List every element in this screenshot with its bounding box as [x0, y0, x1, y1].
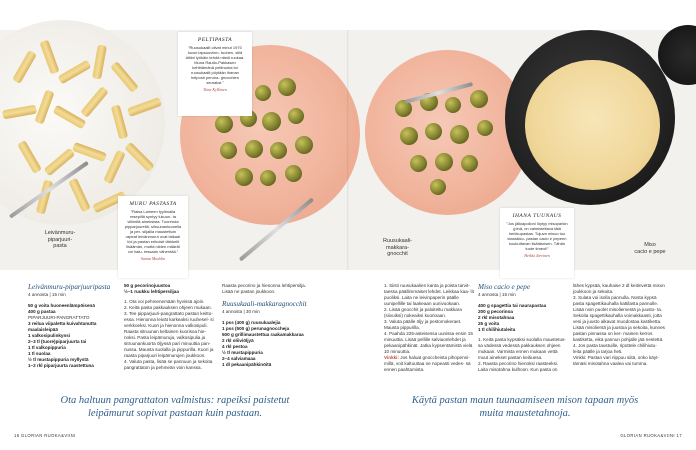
recipe1-step: 1. Ota voi pehmenemään hyvissä ajoin. — [124, 299, 205, 304]
recipe1-ingredient: ½ tl mustapippuria myllystä — [28, 357, 89, 362]
recipe3-step: 4. Jos pasta taustuille, ripottele chilihiutu- leita päälle ja tarjoa heti. — [573, 343, 657, 354]
right-pull-quote: Käytä pastan maun tuunaamiseen mison tapaan myös muita maustetahnoja. — [411, 395, 639, 419]
recipe1-title: Leivänmuru-piparjuuripasta — [28, 283, 111, 291]
caption-left: Leivänmuru- piparjuuri- pasta — [44, 230, 76, 249]
recipe1-ingredient: 1 tl valkopippuria — [28, 345, 66, 350]
recipe3-column-a — [478, 283, 566, 373]
recipe1-ingredient: 2–3 tl (tuore)piparjuurta tai — [28, 339, 87, 344]
recipe3-step: 3. Sulata voi isolla pannulla. Nosta kypsä pasta spagettikauhalla kattilasta pannulle. Lisää noin puolet misoliemestä ja juusto- ta. Sekoita spagettikauhalla voimakkaasti, jotta vesi ja juusto alkavat muodostaa kastiketta. Lisää misolientä ja juustoa ja sekoita, kunnes pastan pinnassa on ker- mainen kerros kastiketta, eikä pannun pohjalle jää nestettä. — [573, 295, 665, 342]
recipe1-ingredient: 400 g pastaa — [28, 309, 56, 314]
recipe1-column-a — [28, 283, 116, 369]
recipe1-step: 2. Keitä pasta pakkauksen ohjeen mukaan. — [124, 305, 212, 310]
recipe3-title: Miso cacio e pepe — [478, 283, 531, 291]
recipe1-ingredient: 1 valkosipulinkynsi — [28, 333, 71, 338]
recipe1-ingredient: 50 g voita huoneenlämpöisenä — [28, 303, 95, 308]
recipe3-ingredient: 200 g pecorinoa — [478, 309, 513, 314]
recipe1-ingredient: 1 tl suolaa — [28, 351, 51, 356]
recipe3-step: lähes kypsää, kauhaise 2 dl keitinvettä mison joukkoon ja sekoita. — [573, 283, 665, 294]
miso-pasta-image — [525, 60, 660, 190]
note-ihana-tuunaus — [500, 208, 574, 278]
recipe3-step: 1. Keitä pasta kypsäksi suolalla maustetus- sa vädessä vedessä pakkauksen ohjeen mukaan. Varmista ennen mukaan vettä muut ainekset pastan keitiuesa. — [478, 337, 566, 360]
note-signature: Sanna Mooklin — [140, 256, 166, 261]
recipe2-ingredient: 1 pss (400 g) ruusukaalejia — [222, 320, 281, 325]
recipe2-vinkki — [384, 355, 474, 373]
note-peltipasta — [178, 32, 252, 116]
recipe2-ingredient: 1 pss (500 g) perunagnoccheja — [222, 326, 290, 331]
recipe2-time: 4 annosta | 30 min — [222, 309, 260, 314]
recipe1-subheading: PIPARJUURI-PANGRATTATO — [28, 315, 90, 320]
vinkki-text: Jos haluat gnoccheista pihopenni- millä, voit kaltuuttaa ne nopeasti vedes- sä ennen paahtamista. — [384, 355, 471, 372]
recipe2-ingredient: ½ tl mustapippuria — [222, 350, 263, 355]
penne-pasta-image — [0, 30, 170, 220]
recipe2-steps-column — [384, 283, 474, 373]
recipe2-column — [222, 283, 314, 368]
caption-right: Miso cacio e pepe — [634, 242, 666, 255]
recipe2-ingredient: 2 rkl oliiviöljyä — [222, 338, 254, 343]
sprouts-right-image — [385, 75, 515, 205]
note-signature: Tiina Kyllönen — [203, 87, 227, 92]
right-footer: GLORIAN RUOKA&VIINI 17 — [620, 433, 682, 438]
recipe2-step: 4. Paahda 225-asteisessa uunissa ensin 15 minuuttia. Lisää pellille salviaonlehdet ja pekaanipähkinät. Jatka kypsentämistä vielä 10 minuuttia. — [384, 331, 473, 354]
note-signature: Heikki Järvinen — [524, 253, 550, 258]
recipe2-step: 1. Siisti ruusukaalien kanta ja poista tarvit- taessa päällimmäiset lehdet. Leikkaa kaa- lit puoliksi. Laita ne leivinpaperin päälle uunipellille tai laakeaan uunivuokaan. — [384, 283, 474, 306]
recipe2-title: Ruusukaali-makkaragnocchit — [222, 300, 307, 308]
note-text: ”Raisa Laineen tyylimalla resepillä syntyy lukuun- ta villimitä aineksista. Tuorenda pipparjuureliä, silruunankuorella ja per- siljallia maustettuin rapeat leivänmurut ovat taikaa! Voi ja pastan erikoisit tärkkelit lisäämän, mutta niiden määrät voi halu- tessaan vähentää.” — [124, 209, 182, 254]
recipe3-ingredient: 2 rkl misotahnaa — [478, 315, 515, 320]
recipe1-step: 4. Valuta pasta, lisää se pannuun ja sekoita pangrattaton ja pehmeän voin kanssa. — [124, 359, 213, 370]
recipe2-ingredient: 1 dl pekaanipähkinöitä — [222, 362, 272, 367]
recipe2-ingredient: 500 g grillimaustettua raakamakkaraa — [222, 332, 304, 337]
recipe3-ingredient: 1 tl chilihiutaleita — [478, 327, 516, 332]
recipe2-ingredient: 2–4 salviamaaa — [222, 356, 256, 361]
recipe1-ingredient: ½–1 ruukku lehtipersiljaa — [124, 289, 179, 294]
note-muru-pastasta — [118, 196, 188, 278]
recipe1-ingredient: 1–2 rkl piparjuurta raastettuna — [28, 363, 94, 368]
note-heading: IHANA TUUNAUS — [512, 213, 562, 219]
recipe3-column-b — [573, 283, 665, 367]
recipe1-tail: Raasta pecorino ja hienonna lehtipersilja. Lisää ne pastan joukkoon. — [222, 283, 307, 294]
recipe1-ingredient: 3 reilua viipaletta kuivahtanutta maalaisleipää — [28, 321, 97, 332]
note-heading: PELTIPASTA — [197, 37, 233, 43]
recipe3-time: 4 annosta | 15 min — [478, 292, 516, 297]
note-text: ”Jos jälkiapolloni löytyy misoparkin (pinä, on valmistettava tätä herkkupastaa. Tujuva misoo tuo klassikko- pastan cacio e pepeen koukuttavan lisätäsrisen. Tähän tuote timeoi!” — [506, 221, 568, 251]
recipe3-step: Vinkki: Pastan vari riippuu siitä, onko käyt- tämäsi misotahna vaalea vai tumma. — [573, 355, 659, 366]
recipe1-ingredient: 50 g pecorinojuustoa — [124, 283, 171, 288]
recipe2-step: 3. Valuta päälle öljy ja pestomokeraet. Mausta pippurilla. — [384, 319, 462, 330]
left-pull-quote: Ota haltuun pangrattaton valmistus: rapeiksi paistetut leipämurut sopivat pastaan kuin pastaan. — [60, 395, 290, 419]
note-text: ”Ruusukaalit olivat minut 1970 luvun lapsuuviinn- tuohen, sillä äitiini lyökäin tehdä niistä ruokaa. Muna Rautio-Pakkasen kehittämänä peltiruoka toi ruusukaalit pöytään ihanan helposti peruna- gnocchien seuraksi.” — [185, 45, 245, 85]
recipe1-time: 4 annosta | 15 min — [28, 292, 66, 297]
left-footer: 16 GLORIAN RUOKA&VIINI — [14, 433, 76, 438]
recipe2-ingredient: 4 rkl pestoa — [222, 344, 248, 349]
recipe1-step: 3. Tee pipparjuuri-pangrattato pastan keitto- essa. Hienonna leivät karkeaksi ruuhesel- si verkkoeksi. Kuori ja hienonna valkosipuli. Raasta sitruunan keltainen kuorisoa hie- noksi. Pasta leipämuruja, valkosipulia ja sitruunankuorta öljyssä pari minuuttia pan- nussa. Mausta suolalla ja pippurilla. Kuori ja raasta piparjuuri leipämurujen joukkoon. — [124, 311, 214, 358]
recipe3-ingredient: 25 g voita — [478, 321, 500, 326]
recipe3-ingredient: 400 g spagettia tai naurapastaa — [478, 303, 547, 308]
caption-mid: Ruusukaali- makkara- gnocchit — [382, 238, 413, 257]
note-heading: MURU PASTASTA — [129, 201, 177, 207]
page-gutter — [347, 30, 349, 270]
recipe3-step: 2. Raasta pecorino hienoksi raasteeksi. Laita misotahna kulhoon. Kun pasta on — [478, 361, 559, 372]
vinkki-label: Vinkki: — [384, 355, 399, 360]
recipe2-step: 2. Lisää gnocchit ja paloiteltu makkara (siivuiksi) nokeaiksi kuorioaan. — [384, 307, 462, 318]
recipe1-column-b — [124, 283, 216, 371]
